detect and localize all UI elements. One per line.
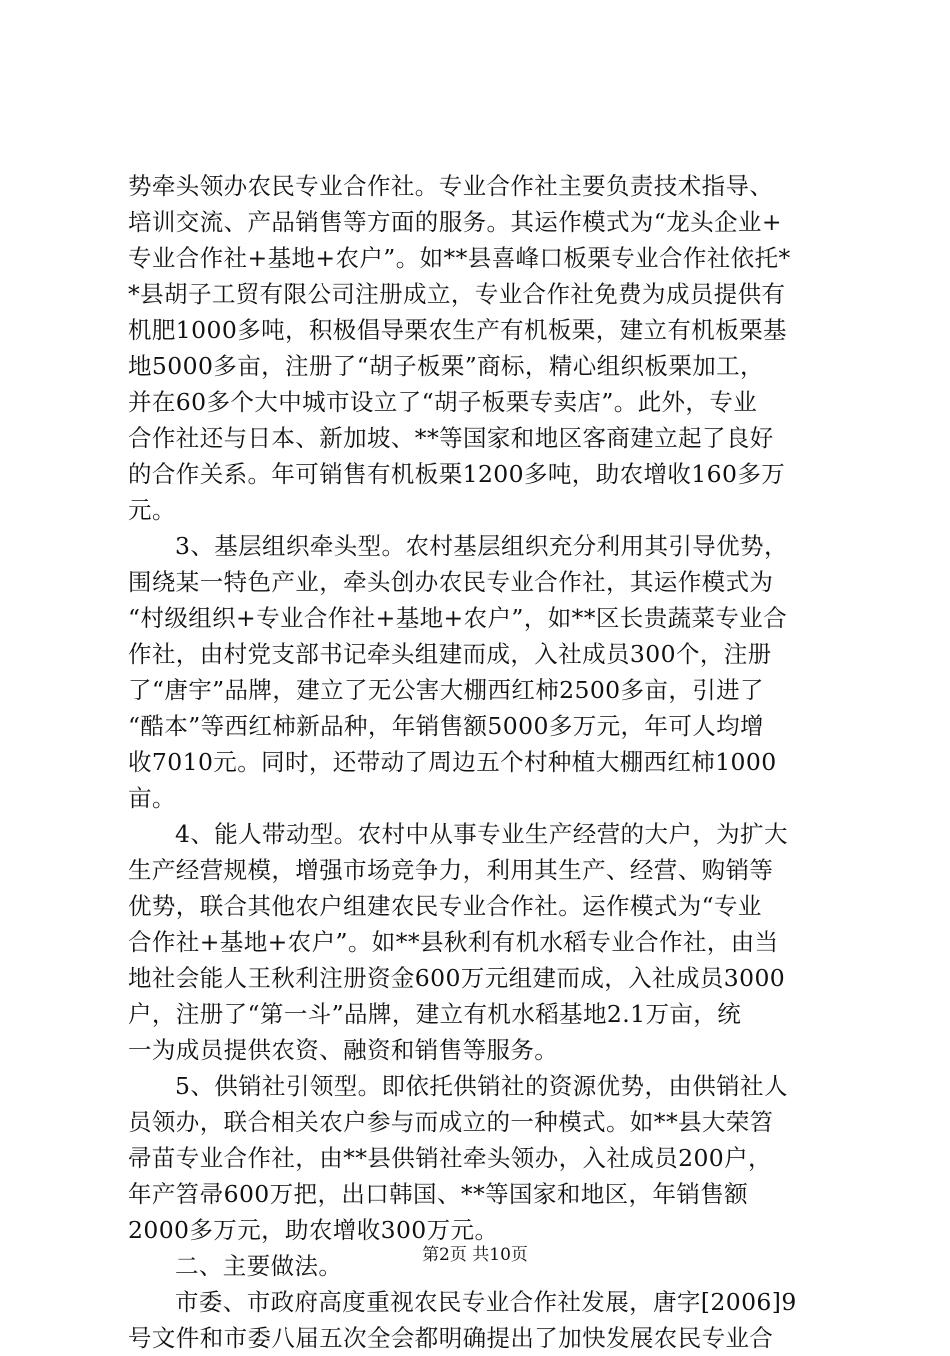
text-line: 二、主要做法。 <box>175 1252 343 1280</box>
text-line: 一为成员提供农资、融资和销售等服务。 <box>128 1036 559 1064</box>
text-line: 合作社+基地+农户”。如**县秋利有机水稻专业合作社，由当 <box>128 928 779 956</box>
text-line: 地社会能人王秋利注册资金600万元组建而成，入社成员3000 <box>128 964 786 992</box>
page-footer: 第2页 共10页 <box>422 1245 528 1265</box>
text-line: 作社，由村党支部书记牵头组建而成，入社成员300个，注册 <box>128 640 772 668</box>
text-line: 2000多万元，助农增收300万元。 <box>128 1216 499 1244</box>
text-line: 市委、市政府高度重视农民专业合作社发展，唐字[2006]9 <box>175 1288 797 1316</box>
text-line: “酷本”等西红柿新品种，年销售额5000多万元，年可人均增 <box>128 712 764 740</box>
text-line: 生产经营规模，增强市场竞争力，利用其生产、经营、购销等 <box>128 856 774 884</box>
text-line: 3、基层组织牵头型。农村基层组织充分利用其引导优势， <box>175 532 788 560</box>
text-line: 围绕某一特色产业，牵头创办农民专业合作社，其运作模式为 <box>128 568 774 596</box>
text-line: *县胡子工贸有限公司注册成立，专业合作社免费为成员提供有 <box>128 280 786 308</box>
text-line: 年产笤帚600万把，出口韩国、**等国家和地区，年销售额 <box>128 1180 749 1208</box>
text-line: 专业合作社+基地+农户”。如**县喜峰口板栗专业合作社依托* <box>128 244 791 272</box>
text-line: 合作社还与日本、新加坡、**等国家和地区客商建立起了良好 <box>128 424 774 452</box>
document-body <box>128 168 828 1356</box>
text-line: 的合作关系。年可销售有机板栗1200多吨，助农增收160多万 <box>128 460 786 488</box>
text-line: 势牵头领办农民专业合作社。专业合作社主要负责技术指导、 <box>128 172 774 200</box>
text-line: 户，注册了“第一斗”品牌，建立有机水稻基地2.1万亩，统 <box>128 1000 742 1028</box>
text-line: “村级组织+专业合作社+基地+农户”，如**区长贵蔬菜专业合 <box>128 604 788 632</box>
text-line: 员领办，联合相关农户参与而成立的一种模式。如**县大荣笤 <box>128 1108 774 1136</box>
text-line: 4、能人带动型。农村中从事专业生产经营的大户，为扩大 <box>175 820 788 848</box>
text-line: 机肥1000多吨，积极倡导栗农生产有机板栗，建立有机板栗基 <box>128 316 787 344</box>
text-line: 了“唐宇”品牌，建立了无公害大棚西红柿2500多亩，引进了 <box>128 676 764 704</box>
text-line: 收7010元。同时，还带动了周边五个村种植大棚西红柿1000 <box>128 748 777 776</box>
text-line: 并在60多个大中城市设立了“胡子板栗专卖店”。此外，专业 <box>128 388 758 416</box>
text-line: 地5000多亩，注册了“胡子板栗”商标，精心组织板栗加工， <box>128 352 764 380</box>
text-line: 培训交流、产品销售等方面的服务。其运作模式为“龙头企业+ <box>128 208 782 236</box>
text-line: 帚苗专业合作社，由**县供销社牵头领办，入社成员200户， <box>128 1144 772 1172</box>
text-line: 亩。 <box>128 784 176 812</box>
text-line: 号文件和市委八届五次全会都明确提出了加快发展农民专业合 <box>128 1324 774 1352</box>
text-line: 元。 <box>128 496 176 524</box>
text-line: 优势，联合其他农户组建农民专业合作社。运作模式为“专业 <box>128 892 762 920</box>
text-line: 5、供销社引领型。即依托供销社的资源优势，由供销社人 <box>175 1072 788 1100</box>
